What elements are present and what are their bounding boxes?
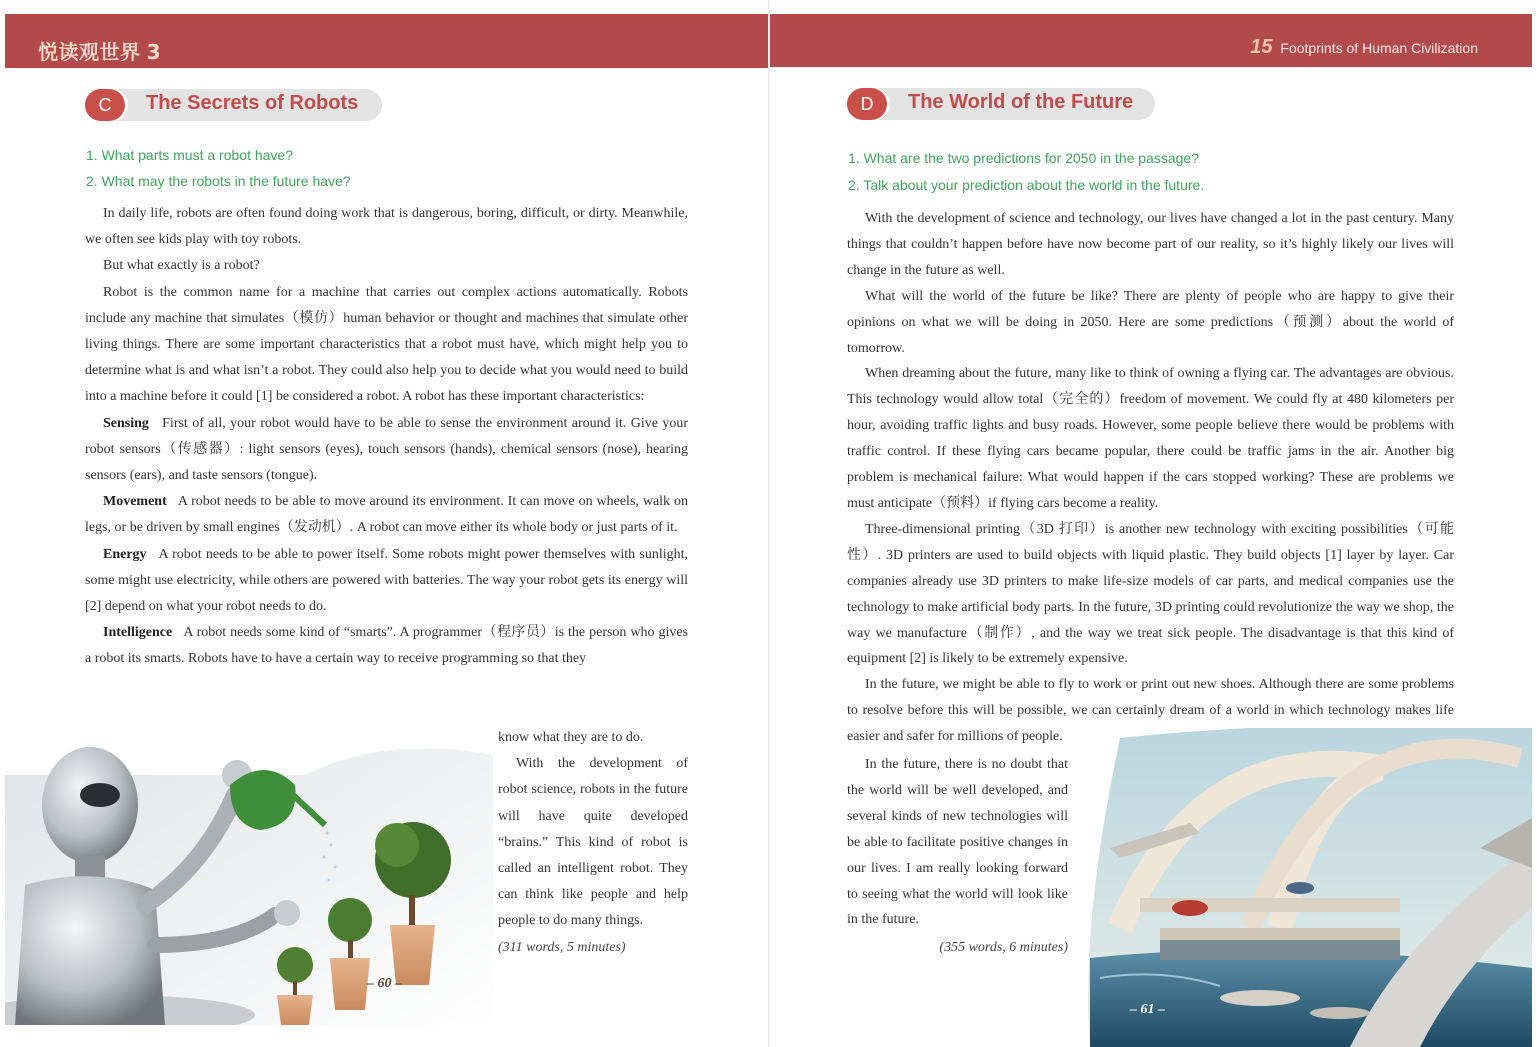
header-band-right xyxy=(770,14,1532,67)
article-body xyxy=(85,201,688,673)
characteristic-paragraph xyxy=(85,489,688,541)
paragraph: Three-dimensional printing（3D 打印）is another new technology with exciting possibilities（可能性）. 3D printers are used to build objects with liquid plastic. They build objects [1] layer by layer. Car companies already use 3D printers to make life-size models of car parts, and medical companies use the technology to make artificial body parts. In the future, 3D printing could revolutionize the way we shop, the way we manufacture（制作）, and the way we treat sick people. The disadvantage is that this kind of equipment [2] is likely to be extremely expensive. xyxy=(847,521,1454,667)
section-d-heading xyxy=(847,88,1155,120)
page-number: – 61 – xyxy=(1130,1002,1165,1017)
paragraph: In daily life, robots are often found doing work that is dangerous, boring, difficult, or dirty. Meanwhile, we often see kids play with toy robots. xyxy=(85,206,688,248)
section-title: The World of the Future xyxy=(908,91,1134,113)
unit-number: 15 xyxy=(1250,36,1273,58)
question-2: 2. What may the robots in the future have? xyxy=(86,173,351,189)
word-count: (311 words, 5 minutes) xyxy=(498,939,626,955)
header-band-left xyxy=(5,14,768,68)
question-1: 1. What are the two predictions for 2050 in the passage? xyxy=(848,150,1199,166)
term-text: A robot needs to be able to power itself. Some robots might power themselves with sunlight, some might use electricity, while others are powered with batteries. The way your robot gets its energy will [2] depend on what your robot needs to do. xyxy=(85,546,688,615)
characteristic-paragraph xyxy=(85,411,688,490)
term: Intelligence xyxy=(103,625,173,641)
book-series-logo: 悦读观世界 3 xyxy=(38,40,161,64)
right-page xyxy=(770,0,1532,1047)
characteristic-paragraph xyxy=(85,620,688,672)
term: Energy xyxy=(103,546,147,562)
section-letter-badge: D xyxy=(847,88,887,120)
side-column xyxy=(498,725,688,961)
paragraph: In the future, we might be able to fly to work or print out new shoes. Although there are some problems to resolve before this will be possible, we can certainly dream of a world in which technology makes life easier and safer for millions of people. xyxy=(847,677,1454,745)
question-1: 1. What parts must a robot have? xyxy=(86,147,293,163)
article-body xyxy=(847,206,1454,750)
page-number: – 60 – xyxy=(367,976,402,991)
term-text: First of all, your robot would have to be able to sense the environment around it. Give your robot sensors（传感器）: light sensors (eyes), touch sensors (hands), chemical sensors (nose), hearing sensors (ears), and taste sensors (tongue). xyxy=(85,415,688,484)
term-text: A robot needs some kind of “smarts”. A programmer（程序员）is the person who gives a robot its smarts. Robots have to have a certain way to receive programming so that they xyxy=(85,625,688,667)
robot-illustration xyxy=(5,715,493,1025)
term: Sensing xyxy=(103,415,149,431)
section-title: The Secrets of Robots xyxy=(146,92,359,114)
column-paragraph: In the future, there is no doubt that the world will be well developed, and several kinds of new technologies will be able to facilitate positive changes in our lives. I am really looking forward to seeing what the world will look like in the future. xyxy=(847,757,1068,928)
section-letter-badge: C xyxy=(85,89,125,121)
unit-header xyxy=(1250,36,1478,59)
term-text: A robot needs to be able to move around its environment. It can move on wheels, walk on legs, or be driven by small engines（发动机）. A robot can move either its whole body or just parts of it. xyxy=(85,494,688,536)
word-count: (355 words, 6 minutes) xyxy=(939,940,1068,956)
paragraph: With the development of science and technology, our lives have changed a lot in the past century. Many things that couldn’t happen before have now become part of our reality, so it’s highly likely our lives will change in the future as well. xyxy=(847,211,1454,278)
column-line: know what they are to do. xyxy=(498,730,644,745)
future-city-illustration xyxy=(1080,728,1532,1047)
paragraph: When dreaming about the future, many like to think of owning a flying car. The advantages are obvious. This technology would allow total（完全的）freedom of movement. We could fly at 480 kilometers per hour, avoiding traffic lights and busy roads. However, some people believe there would be problems with traffic control. If these flying cars became popular, there could be traffic jams in the air. Another big problem is mechanical failure: What would happen if the cars stopped working? These are problems we must anticipate（预料）if flying cars become a reality. xyxy=(847,366,1454,511)
paragraph: But what exactly is a robot? xyxy=(103,258,260,274)
column-paragraph: With the development of robot science, robots in the future will have quite developed “brains.” This kind of robot is called an intelligent robot. They can think like people and help people to do many things. xyxy=(498,756,688,929)
term: Movement xyxy=(103,494,167,510)
paragraph: What will the world of the future be like? There are plenty of people who are happy to give their opinions on what we will be doing in 2050. Here are some predictions（预测）about the world of tomorrow. xyxy=(847,288,1454,356)
unit-title: Footprints of Human Civilization xyxy=(1280,40,1478,56)
paragraph: Robot is the common name for a machine that carries out complex actions automatically. Robots include any machine that simulates（模仿）human behavior or thought and machines that simulate other living things. There are some important characteristics that a robot must have, which might help you to determine what is and what isn’t a robot. They could also help you to decide what you would need to build into a machine before it could [1] be considered a robot. A robot has these important characteristics: xyxy=(85,284,688,405)
question-2: 2. Talk about your prediction about the world in the future. xyxy=(848,177,1205,193)
left-page xyxy=(5,0,768,1047)
characteristic-paragraph xyxy=(85,542,688,621)
side-column xyxy=(847,752,1068,961)
section-c-heading xyxy=(85,89,382,121)
